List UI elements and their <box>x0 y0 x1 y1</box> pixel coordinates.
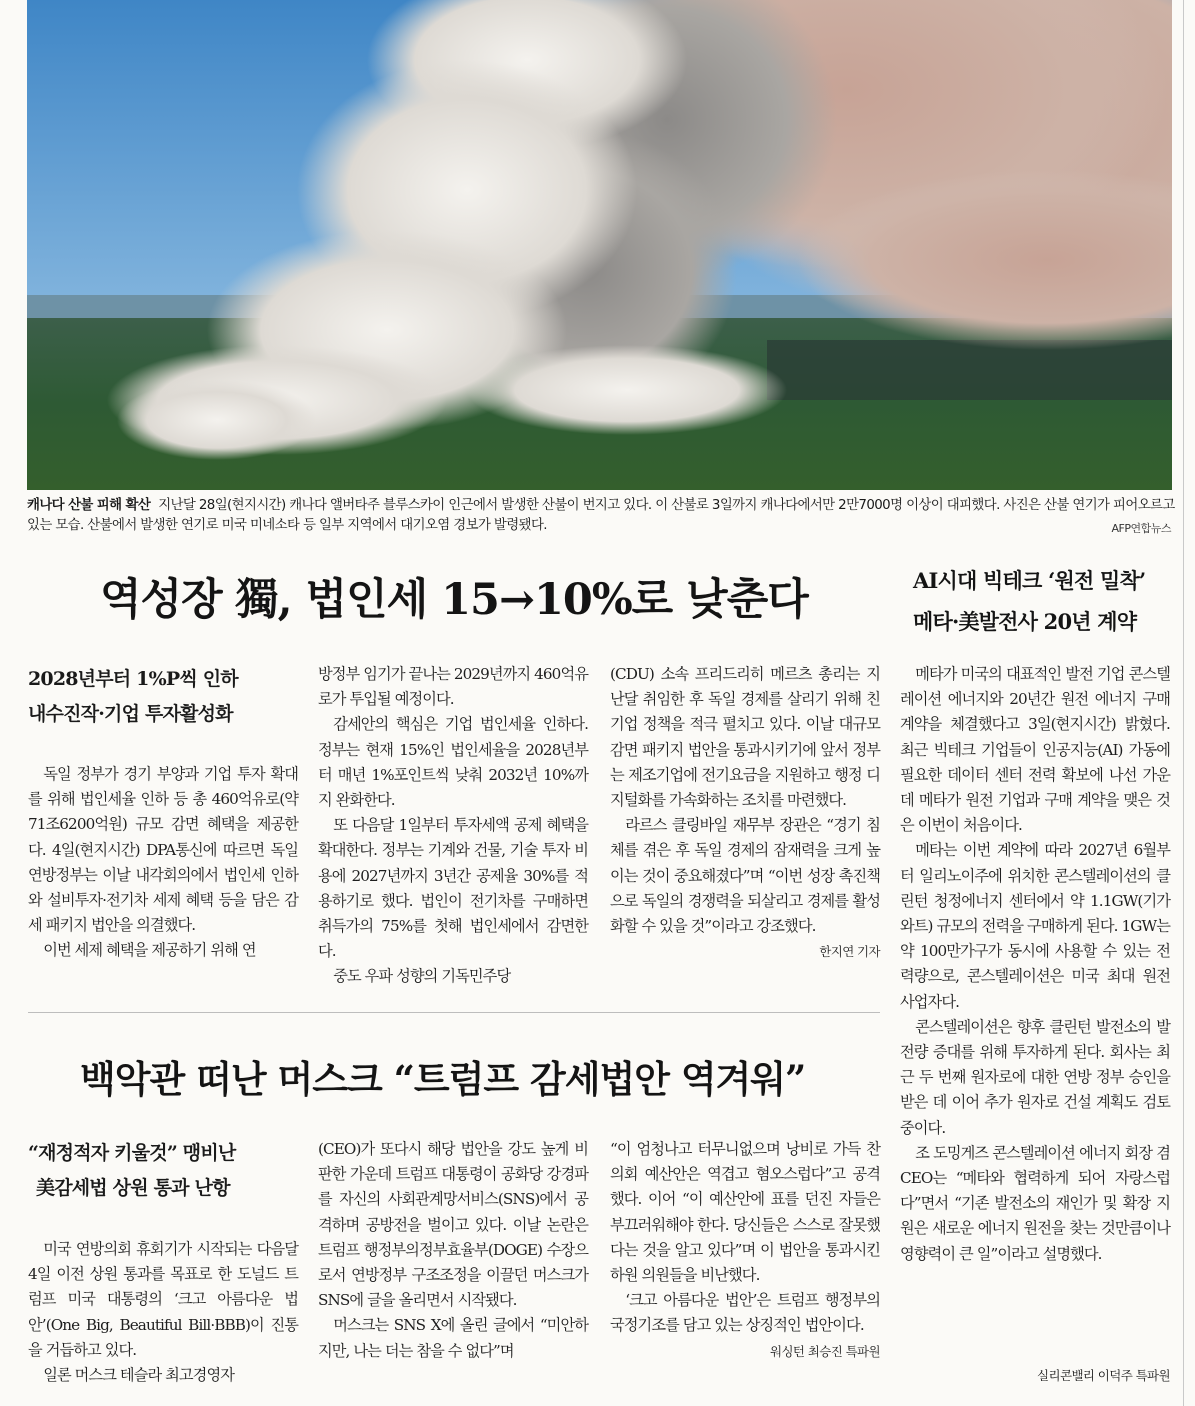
article3-headline-2: 메타·美발전사 20년 계약 <box>913 609 1137 634</box>
article2-column-3 <box>610 1137 880 1364</box>
wildfire-smoke-photo <box>27 0 1172 490</box>
paragraph: 머스크는 SNS X에 올린 글에서 “미안하지만, 나는 더는 참을 수 없다”며 <box>318 1316 588 1360</box>
page-edge-rule <box>1183 0 1184 1406</box>
paragraph: 일론 머스크 테슬라 최고경영자 <box>43 1366 234 1385</box>
article3-headline-1: AI시대 빅테크 ‘원전 밀착’ <box>913 568 1146 593</box>
article2-column-2 <box>318 1137 588 1364</box>
paragraph: 조 도밍게즈 콘스텔레이션 에너지 회장 겸 CEO는 “메타와 협력하게 되어 자랑스럽다”면서 “기존 발전소의 재인가 및 확장 지원은 새로운 에너지 원전을 찾는 것만큼이나 영향력이 큰 일”이라고 설명했다. <box>900 1143 1170 1263</box>
article2-subhead-1: “재정적자 키울것” 맹비난 <box>28 1142 236 1164</box>
paragraph <box>610 813 880 960</box>
photo-caption <box>27 496 1175 536</box>
paragraph: (CEO)가 또다시 해당 법안을 강도 높게 비판한 가운데 트럼프 대통령이 공화당 강경파를 자신의 사회관계망서비스(SNS)에서 공격하며 공방전을 벌이고 있다. 이날 논란은 트럼프 행정부의정부효율부(DOGE) 수장으로서 연방정부 구조조정을 이끌던 머스크가 SNS에 글을 올리면서 시작됐다. <box>318 1140 588 1310</box>
article1-column-1 <box>28 762 298 964</box>
article1-subhead-2: 내수진작·기업 투자활성화 <box>28 703 233 725</box>
article2-column-1 <box>28 1237 298 1388</box>
paragraph-text: 라르스 클링바일 재무부 장관은 “경기 침체를 겪은 후 독일 경제의 잠재력을 크게 높이는 것이 중요해졌다”며 “이번 성장 촉진책으로 독일의 경쟁력을 되살리고 경제를 활성화할 수 있을 것”이라고 강조했다. <box>610 816 880 936</box>
paragraph: 메타는 이번 계약에 따라 2027년 6월부터 일리노이주에 위치한 콘스텔레이션의 클린턴 청정에너지 센터에서 약 1.1GW(기가와트) 규모의 전력을 구매하게 된다. 1GW는 약 100만가구가 동시에 사용할 수 있는 전력량으로, 콘스텔레이션은 미국 최대 원전 사업자다. <box>900 841 1170 1011</box>
photo-credit: AFP연합뉴스 <box>1111 522 1171 535</box>
article3-column <box>900 662 1170 1267</box>
article2-headline: 백악관 떠난 머스크 “트럼프 감세법안 역겨워” <box>80 1057 806 1101</box>
caption-text: 지난달 28일(현지시간) 캐나다 앨버타주 블루스카이 인근에서 발생한 산불이 번지고 있다. 이 산불로 3일까지 캐나다에서만 2만7000명 이상이 대피했다. 사진은 산불 연기가 피어오르고 있는 모습. 산불에서 발생한 연기로 미국 미네소타 등 일부 지역에서 대기오염 경보가 발령됐다. <box>27 498 1175 533</box>
article1-subhead-1: 2028년부터 1%P씩 인하 <box>28 668 238 690</box>
paragraph: 중도 우파 성향의 기독민주당 <box>333 967 511 986</box>
article3-byline: 실리콘밸리 이덕주 특파원 <box>1037 1368 1170 1383</box>
paragraph-text: ‘크고 아름다운 법안’은 트럼프 행정부의 국정기조를 담고 있는 상징적인 법안이다. <box>610 1291 880 1335</box>
paragraph: 또 다음달 1일부터 투자세액 공제 혜택을 확대한다. 정부는 기계와 건물, 기술 투자 비용에 2027년까지 3년간 공제율 30%를 적용하기로 했다. 법인이 전기차를 구매하면 취득가의 75%를 첫해 법인세에서 감면한다. <box>318 816 588 961</box>
paragraph: 독일 정부가 경기 부양과 기업 투자 확대를 위해 법인세율 인하 등 총 460억유로(약 71조6200억원) 규모 감면 혜택을 제공한다. 4일(현지시간) DPA통신에 따르면 독일 연방정부는 이날 내각회의에서 법인세 인하와 설비투자·전기차 세제 혜택 등을 담은 감세 패키지 법안을 의결했다. <box>28 765 298 935</box>
article1-byline: 한지연 기자 <box>819 944 880 960</box>
article1-headline: 역성장 獨, 법인세 15→10%로 낮춘다 <box>100 575 808 625</box>
caption-title: 캐나다 산불 피해 확산 <box>27 498 151 513</box>
wildfire-photo <box>27 0 1172 490</box>
paragraph: 메타가 미국의 대표적인 발전 기업 콘스텔레이션 에너지와 20년간 원전 에너지 구매 계약을 체결했다고 3일(현지시간) 밝혔다. 최근 빅테크 기업들이 인공지능(AI) 가동에 필요한 데이터 센터 전력 확보에 나선 가운데 메타가 원전 기업과 구매 계약을 맺은 것은 이번이 처음이다. <box>900 665 1170 835</box>
paragraph: 방정부 임기가 끝나는 2029년까지 460억유로가 투입될 예정이다. <box>318 665 588 709</box>
paragraph: 콘스텔레이션은 향후 클린턴 발전소의 발전량 증대를 위해 투자하게 된다. 회사는 최근 두 번째 원자로에 대한 연방 정부 승인을 받은 데 이어 추가 원자로 건설 계획도 검토 중이다. <box>900 1017 1170 1137</box>
article2-subhead-2: 美감세법 상원 통과 난항 <box>36 1177 230 1199</box>
paragraph: 미국 연방의회 휴회기가 시작되는 다음달 4일 이전 상원 통과를 목표로 한 도널드 트럼프 미국 대통령의 ‘크고 아름다운 법안’(One Big, Beautiful Bill·BBB)이 진통을 거듭하고 있다. <box>28 1240 298 1359</box>
paragraph <box>610 1288 880 1359</box>
paragraph: (CDU) 소속 프리드리히 메르츠 총리는 지난달 취임한 후 독일 경제를 살리기 위해 친기업 정책을 적극 펼치고 있다. 이날 대규모 감면 패키지 법안을 통과시키기에 앞서 정부는 제조기업에 전기요금을 지원하고 행정 디지털화를 가속화하는 조치를 마련했다. <box>610 665 880 810</box>
paragraph: 감세안의 핵심은 기업 법인세율 인하다. 정부는 현재 15%인 법인세율을 2028년부터 매년 1%포인트씩 낮춰 2032년 10%까지 완화한다. <box>318 715 588 810</box>
section-divider <box>28 1012 880 1013</box>
paragraph: 이번 세제 혜택을 제공하기 위해 연 <box>43 941 256 960</box>
article2-byline: 워싱턴 최승진 특파원 <box>769 1343 880 1359</box>
article1-column-2 <box>318 662 588 990</box>
article1-column-3 <box>610 662 880 964</box>
paragraph: “이 엄청나고 터무니없으며 낭비로 가득 찬 의회 예산안은 역겹고 혐오스럽다”고 공격했다. 이어 “이 예산안에 표를 던진 자들은 부끄러워해야 한다. 당신들은 스스로 잘못했다는 것을 알고 있다”며 이 법안을 통과시킨 하원 의원들을 비난했다. <box>610 1140 880 1285</box>
